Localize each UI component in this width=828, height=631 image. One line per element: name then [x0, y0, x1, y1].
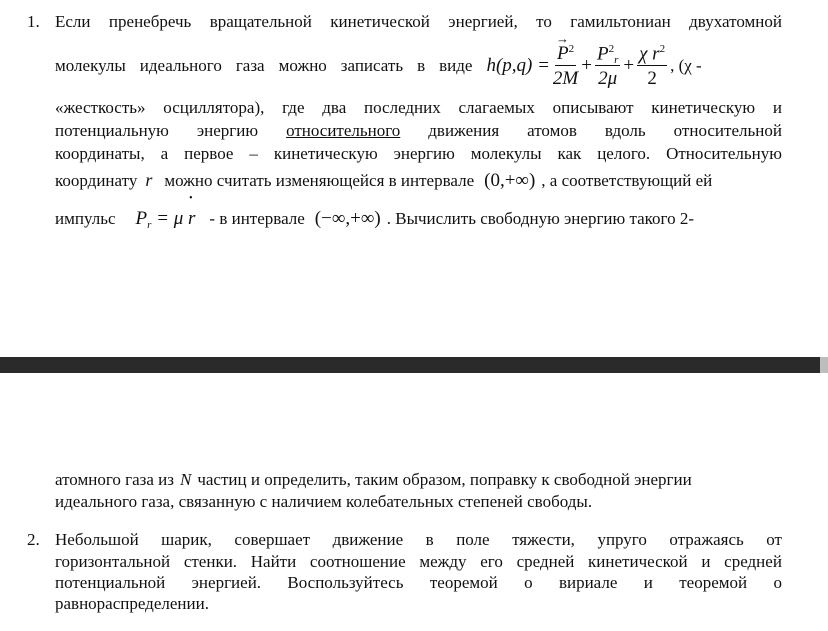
- word: и: [701, 552, 711, 571]
- interval-0-inf: (0,+∞): [484, 170, 536, 191]
- momentum-p: P: [596, 43, 609, 65]
- word: –: [249, 144, 258, 163]
- word: можно: [278, 56, 327, 76]
- word: средней: [516, 552, 575, 571]
- word: кинетическую: [651, 98, 756, 117]
- word: газа: [235, 56, 265, 76]
- text-segment: атомного газа из: [55, 470, 174, 489]
- paragraph-line-4: [55, 121, 782, 141]
- word: «жесткость»: [55, 98, 146, 117]
- word: координаты,: [55, 144, 145, 163]
- word: энергию: [393, 144, 455, 163]
- momentum-expression: [136, 208, 196, 230]
- word: между: [419, 552, 467, 571]
- word: где: [282, 98, 305, 117]
- word: потенциальную: [55, 121, 169, 140]
- word: теоремой: [679, 573, 748, 592]
- word: Воспользуйтесь: [287, 573, 404, 592]
- plus-sign: +: [581, 55, 592, 77]
- fraction-term-1: [553, 44, 578, 88]
- word: совершает: [234, 530, 311, 549]
- word: кинетической: [588, 552, 688, 571]
- paragraph-line-5: [55, 144, 782, 164]
- square-exponent: 2: [608, 43, 615, 55]
- fraction-term-3: [637, 44, 667, 88]
- word: упруго: [597, 530, 647, 549]
- word: его: [480, 552, 503, 571]
- word: импульс: [55, 209, 116, 228]
- word: энергией,: [448, 12, 518, 31]
- word: осциллятора),: [163, 98, 265, 117]
- word: шарик,: [161, 530, 212, 549]
- paragraph-line-7: [55, 208, 782, 230]
- text-segment: . Вычислить свободную энергию такого 2-: [386, 209, 695, 228]
- paragraph-line-2: [55, 44, 795, 88]
- denominator-2: 2μ: [598, 68, 618, 90]
- text-segment: равнораспределении.: [55, 594, 209, 613]
- fraction-term-2: [595, 44, 620, 88]
- word: Найти: [250, 552, 297, 571]
- word: пренебречь: [108, 12, 192, 31]
- word: стенки.: [183, 552, 238, 571]
- word: атомов: [527, 121, 577, 140]
- word: как: [557, 144, 582, 163]
- paragraph-line-11: [55, 552, 782, 572]
- text-segment: - в интервале: [209, 209, 305, 228]
- word: вдоль: [604, 121, 646, 140]
- word: в: [417, 56, 426, 76]
- numerator-3: χ r: [639, 43, 660, 65]
- word: тяжести,: [512, 530, 575, 549]
- separator-edge: [820, 357, 828, 373]
- word: теоремой: [429, 573, 498, 592]
- square-exponent: 2: [659, 43, 666, 55]
- r-dot: • r: [188, 208, 195, 230]
- text-segment: идеального газа, связанную с наличием колебательных степеней свободы.: [55, 492, 593, 511]
- subscript-r: r: [147, 219, 152, 231]
- word: от: [766, 530, 782, 549]
- word: относительной: [673, 121, 782, 140]
- subscript-r: r: [614, 54, 619, 67]
- word: Если: [55, 12, 91, 31]
- vector-p: → P: [557, 44, 569, 63]
- word: вириале: [558, 573, 618, 592]
- word: вращательной: [209, 12, 312, 31]
- equals-mu: = μ: [156, 208, 184, 229]
- word: и: [772, 98, 782, 117]
- word: о: [773, 573, 782, 592]
- word: молекулы: [55, 56, 126, 76]
- word: первое: [184, 144, 234, 163]
- word: о: [524, 573, 533, 592]
- word: молекулы: [470, 144, 542, 163]
- text-segment: , а соответствующий ей: [541, 171, 713, 190]
- word: энергию: [196, 121, 259, 140]
- variable-r: r: [145, 170, 153, 190]
- denominator-3: 2: [647, 68, 657, 90]
- paragraph-line-3: [55, 98, 782, 118]
- word: слагаемых: [458, 98, 535, 117]
- word: соотношение: [309, 552, 406, 571]
- hamiltonian-formula: [486, 44, 701, 88]
- word: двухатомной: [689, 12, 782, 31]
- variable-n: N: [179, 470, 192, 489]
- item-number-2: 2.: [27, 530, 40, 549]
- word: поле: [456, 530, 490, 549]
- word: отражаясь: [669, 530, 744, 549]
- formula-lhs: h(p,q) =: [486, 55, 550, 77]
- word: то: [536, 12, 552, 31]
- word: движение: [332, 530, 404, 549]
- word: в: [425, 530, 434, 549]
- paragraph-line-13: [55, 594, 782, 614]
- word: энергией.: [191, 573, 262, 592]
- word: а: [160, 144, 169, 163]
- word: и: [643, 573, 653, 592]
- word: последних: [364, 98, 441, 117]
- word: Относительную: [666, 144, 782, 163]
- item-number-1: 1.: [27, 12, 40, 31]
- text-segment: можно считать изменяющейся в интервале: [164, 171, 475, 190]
- paragraph-line-8: [55, 470, 782, 490]
- word: описывают: [552, 98, 634, 117]
- word: два: [322, 98, 347, 117]
- word: координату: [55, 171, 138, 190]
- paragraph-line-1: [55, 12, 782, 32]
- word: потенциальной: [55, 573, 166, 592]
- underlined-word: относительного: [286, 121, 401, 140]
- text-segment: частиц и определить, таким образом, поправку к свободной энергии: [197, 470, 692, 489]
- word: движения: [428, 121, 500, 140]
- denominator-1: 2M: [552, 68, 579, 90]
- formula-tail: , (χ -: [670, 56, 702, 76]
- page-separator: [0, 357, 828, 373]
- word: горизонтальной: [55, 552, 171, 571]
- word: целого.: [597, 144, 651, 163]
- paragraph-line-12: [55, 573, 782, 593]
- paragraph-line-10: [55, 530, 782, 550]
- word: виде: [439, 56, 473, 76]
- interval-minus-inf-inf: (−∞,+∞): [314, 208, 381, 229]
- word: кинетической: [330, 12, 430, 31]
- word: кинетическую: [273, 144, 378, 163]
- word: гамильтониан: [570, 12, 671, 31]
- plus-sign: +: [623, 55, 635, 77]
- square-exponent: 2: [568, 43, 575, 55]
- word: средней: [724, 552, 782, 571]
- paragraph-line-9: [55, 492, 782, 512]
- paragraph-line-6: [55, 170, 782, 192]
- momentum-p: P: [135, 208, 148, 229]
- word: записать: [340, 56, 404, 76]
- document-page-2: [0, 373, 828, 631]
- word: Небольшой: [55, 530, 139, 549]
- word: идеального: [139, 56, 222, 76]
